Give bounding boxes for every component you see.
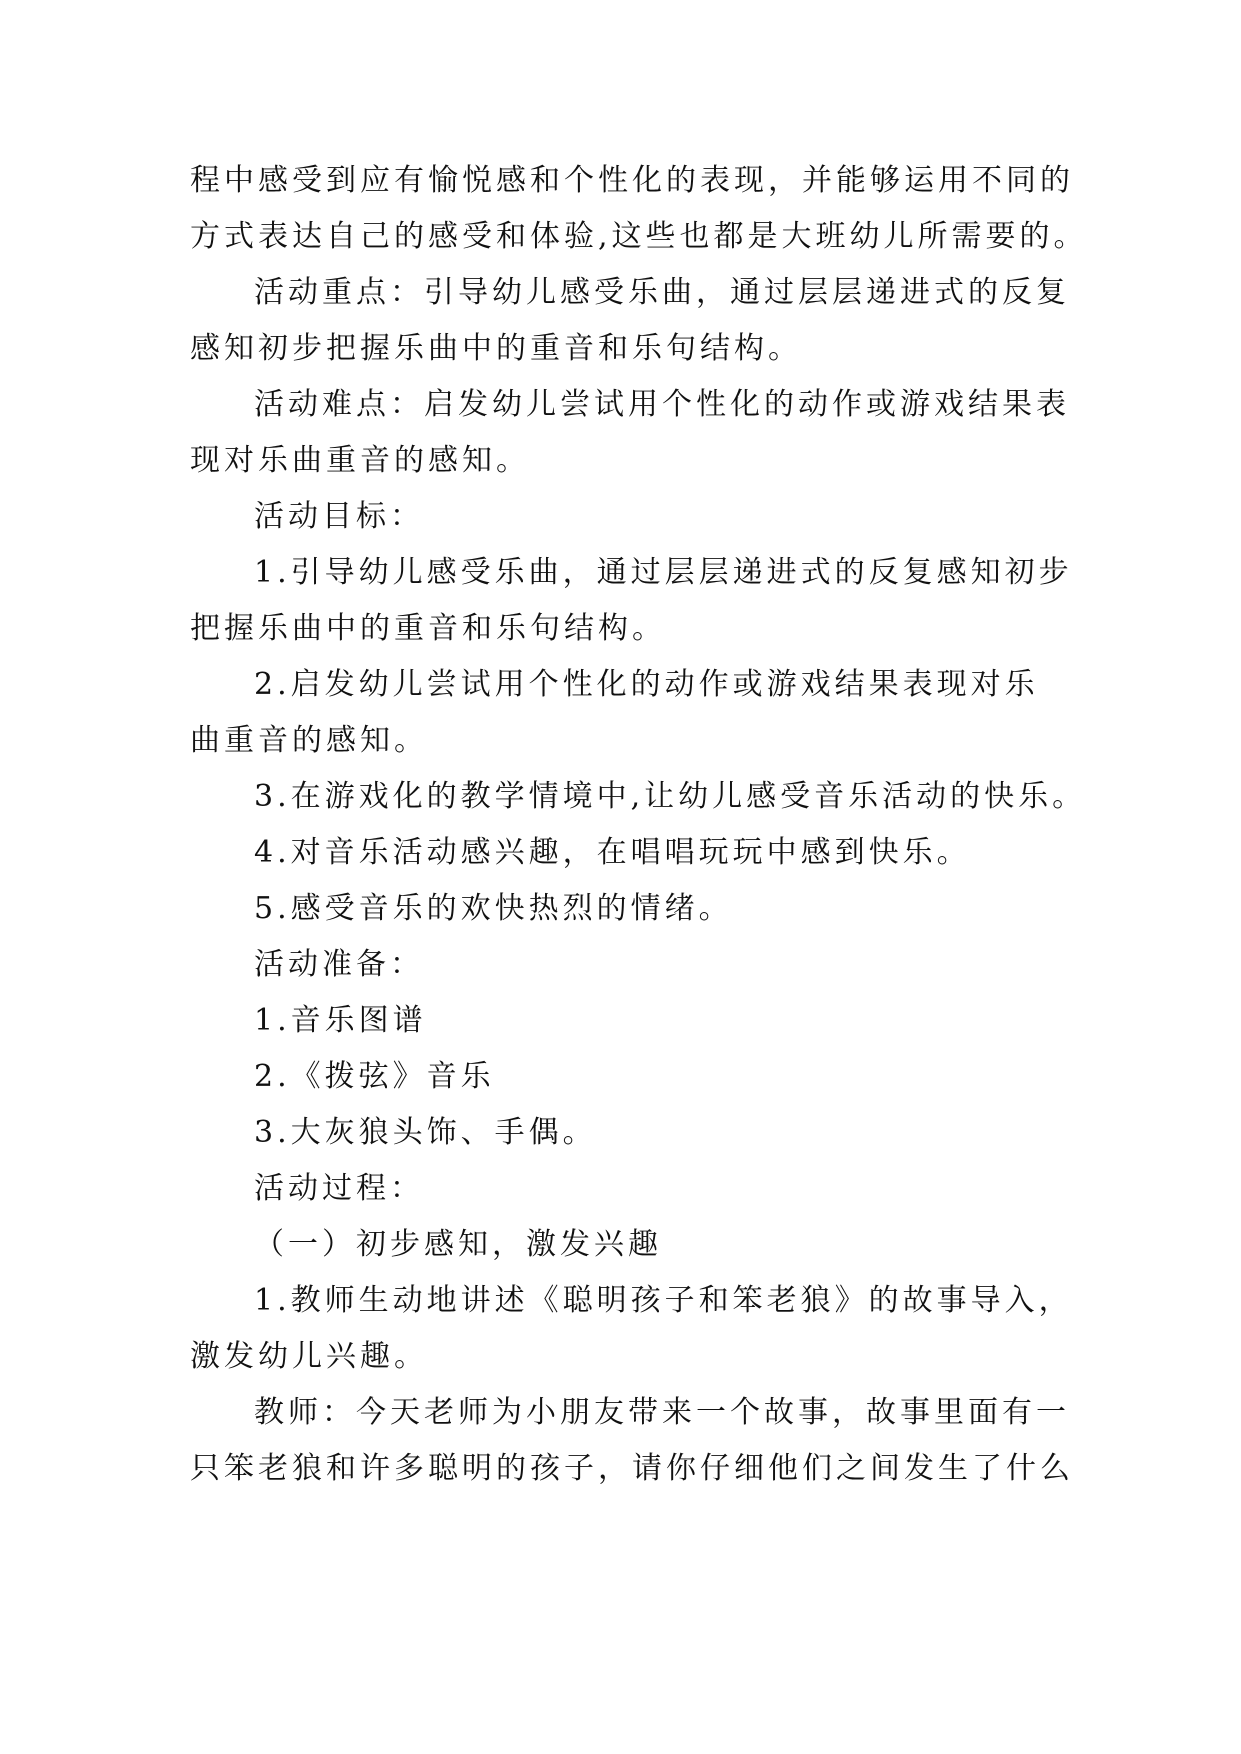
text-line: 只笨老狼和许多聪明的孩子，请你仔细他们之间发生了什么	[190, 1451, 1074, 1486]
goal-item-3: 3.在游戏化的教学情境中,让幼儿感受音乐活动的快乐。	[254, 779, 1087, 814]
goal-item-2: 2.启发幼儿尝试用个性化的动作或游戏结果表现对乐	[254, 667, 1039, 702]
preparation-item-1: 1.音乐图谱	[254, 1003, 427, 1038]
section-heading-goals: 活动目标：	[254, 499, 424, 534]
section-heading-process: 活动过程：	[254, 1171, 424, 1206]
text-line: 方式表达自己的感受和体验,这些也都是大班幼儿所需要的。	[190, 219, 1088, 254]
focus-heading-line: 活动重点：引导幼儿感受乐曲，通过层层递进式的反复	[254, 275, 1070, 310]
section-heading-preparation: 活动准备：	[254, 947, 424, 982]
text-line: 把握乐曲中的重音和乐句结构。	[190, 611, 666, 646]
subsection-heading: （一）初步感知，激发兴趣	[254, 1227, 662, 1262]
text-line: 感知初步把握乐曲中的重音和乐句结构。	[190, 331, 802, 366]
goal-item-1: 1.引导幼儿感受乐曲，通过层层递进式的反复感知初步	[254, 555, 1073, 590]
preparation-item-3: 3.大灰狼头饰、手偶。	[254, 1115, 597, 1150]
preparation-item-2: 2.《拨弦》音乐	[254, 1059, 495, 1094]
goal-item-4: 4.对音乐活动感兴趣，在唱唱玩玩中感到快乐。	[254, 835, 971, 870]
text-line: 现对乐曲重音的感知。	[190, 443, 530, 478]
teacher-dialogue-line: 教师：今天老师为小朋友带来一个故事，故事里面有一	[254, 1395, 1070, 1430]
difficulty-heading-line: 活动难点：启发幼儿尝试用个性化的动作或游戏结果表	[254, 387, 1070, 422]
goal-item-5: 5.感受音乐的欢快热烈的情绪。	[254, 891, 733, 926]
process-item-1: 1.教师生动地讲述《聪明孩子和笨老狼》的故事导入，	[254, 1283, 1073, 1318]
text-line: 曲重音的感知。	[190, 723, 428, 758]
text-line: 激发幼儿兴趣。	[190, 1339, 428, 1374]
text-line: 程中感受到应有愉悦感和个性化的表现，并能够运用不同的	[190, 163, 1074, 198]
